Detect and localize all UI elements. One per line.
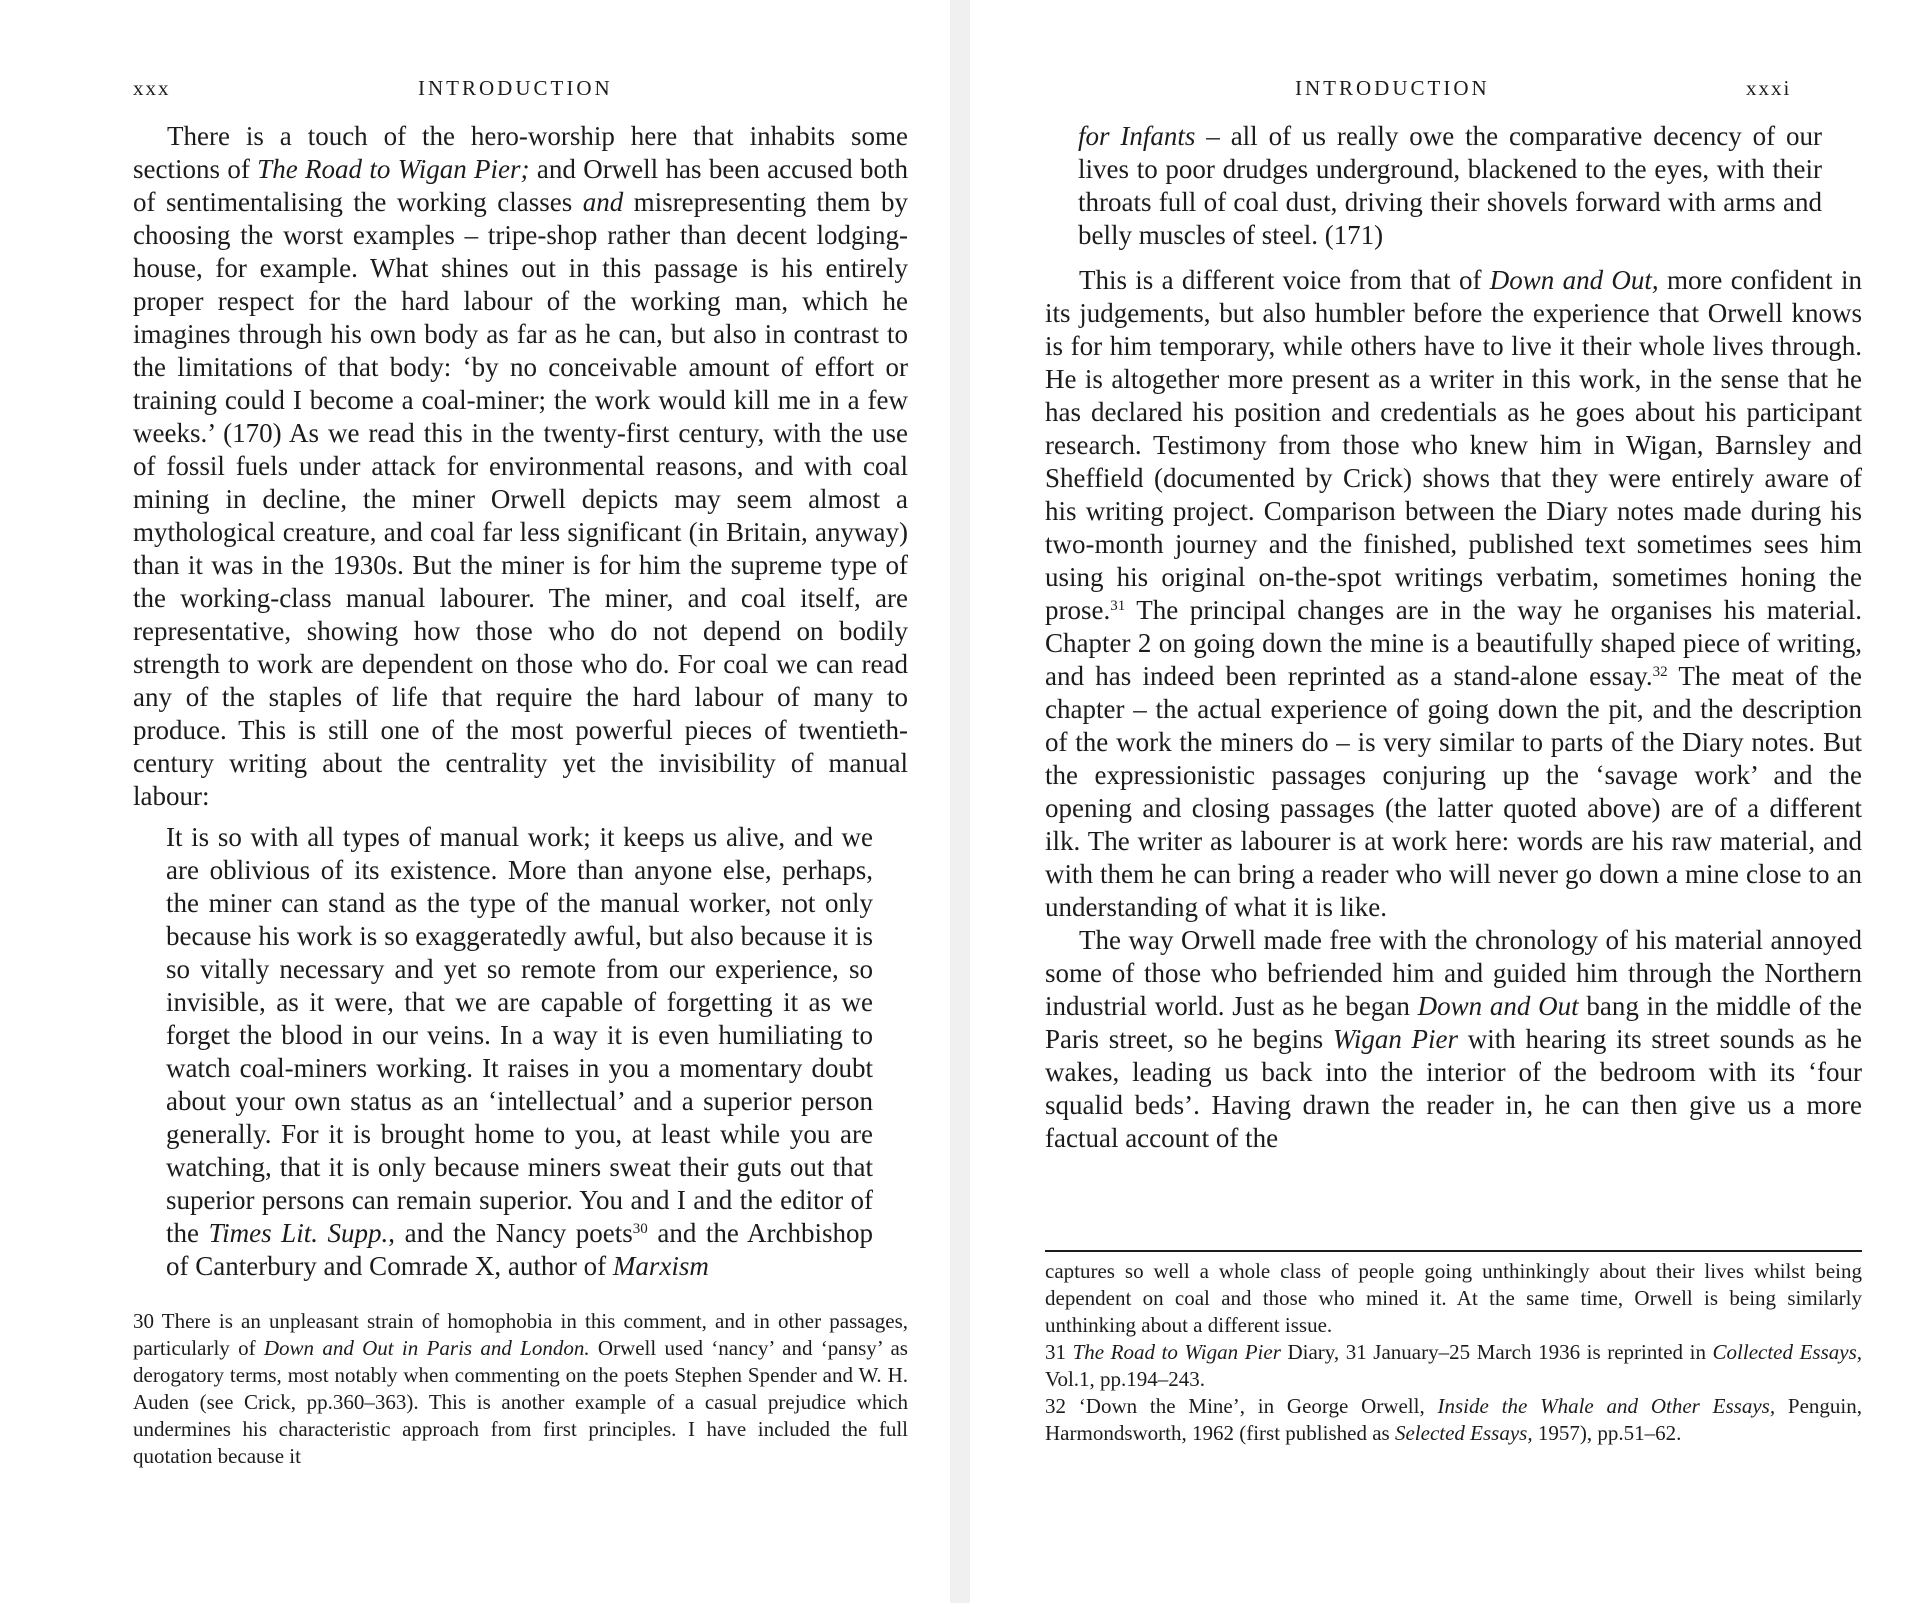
- block-quote: It is so with all types of manual work; it keeps us alive, and we are oblivious of its existence. More than anyone else, perhaps, the miner can stand as the type of the manual worker, not only because his work is so exaggeratedly awful, but also because it is so vitally necessary and yet so remote from our experience, so invisible, as it were, that we are capable of forgetting it as we forget the blood in our veins. In a way it is even humiliating to watch coal-miners working. It raises in you a momentary doubt about your own status as an ‘intellectual’ and a superior person generally. For it is brought home to you, at least while you are watching, that it is only because miners sweat their guts out that superior persons can remain superior. You and I and the editor of the Times Lit. Supp., and the Nancy poets$^{30}$ and the Archbishop of Canterbury and Comrade X, author of Marxism: [166, 822, 873, 1281]
- left-page: [0, 0, 950, 1603]
- body-paragraph: There is a touch of the hero-worship here that inhabits some sections of The Road to Wigan Pier; and Orwell has been accused both of sentimentalising the working classes and misrepresenting them by choosing the worst examples – tripe-shop rather than decent lodging-house, for example. What shines out in this passage is his entirely proper respect for the hard labour of the working man, which he imagines through his own body as far as he can, but also in contrast to the limitations of that body: ‘by no conceivable amount of effort or training could I become a coal-miner; the work would kill me in a few weeks.’ (170) As we read this in the twenty-first century, with the use of fossil fuels under attack for environmental reasons, and with coal mining in decline, the miner Orwell depicts may seem almost a mythological creature, and coal far less significant (in Britain, anyway) than it was in the 1930s. But the miner is for him the supreme type of the working-class manual labourer. The miner, and coal itself, are representative, showing how those who do not depend on bodily strength to work are dependent on those who do. For coal we can read any of the staples of life that require the hard labour of many to produce. This is still one of the most powerful pieces of twentieth-century writing about the centrality yet the invisibility of manual labour:: [133, 121, 908, 811]
- block-quote-continued: for Infants – all of us really owe the comparative decency of our lives to poor drudges underground, blackened to the eyes, with their throats full of coal dust, driving their shovels forward with arms and belly muscles of steel. (171): [1078, 121, 1822, 250]
- right-page: [970, 0, 1920, 1603]
- footnotes: [1045, 1258, 1862, 1447]
- book-gutter: [950, 0, 970, 1603]
- body-text: [133, 120, 908, 1283]
- footnote-31: 31 The Road to Wigan Pier Diary, 31 January–25 March 1936 is reprinted in Collected Essays, Vol.1, pp.194–243.: [1045, 1340, 1862, 1391]
- footnote-ref-31[interactable]: 31: [1110, 598, 1126, 614]
- body-text: [1045, 120, 1862, 1155]
- footnote-ref-32[interactable]: 32: [1652, 664, 1668, 680]
- running-head: INTRODUCTION: [1295, 76, 1490, 100]
- footnote-ref-30[interactable]: 30: [632, 1221, 648, 1237]
- footnotes: [133, 1308, 908, 1470]
- folio: xxx: [133, 76, 171, 100]
- body-paragraph: The way Orwell made free with the chronology of his material annoyed some of those who befriended him and guided him through the Northern industrial world. Just as he began Down and Out bang in the middle of the Paris street, so he begins Wigan Pier with hearing its street sounds as he wakes, leading us back into the interior of the bedroom with its ‘four squalid beds’. Having drawn the reader in, he can then give us a more factual account of the: [1045, 925, 1863, 1153]
- folio: xxxi: [1746, 76, 1792, 100]
- footnote-32: 32 ‘Down the Mine’, in George Orwell, Inside the Whale and Other Essays, Penguin, Harmondsworth, 1962 (first published as Selected Essays, 1957), pp.51–62.: [1045, 1394, 1862, 1445]
- footnote-rule: [1045, 1250, 1862, 1252]
- footnote-30: 30 There is an unpleasant strain of homophobia in this comment, and in other passages, particularly of Down and Out in Paris and London. Orwell used ‘nancy’ and ‘pansy’ as derogatory terms, most notably when commenting on the poets Stephen Spender and W. H. Auden (see Crick, pp.360–363). This is another example of a casual prejudice which undermines his characteristic approach from first principles. I have included the full quotation because it: [133, 1309, 908, 1468]
- footnote-30-continued: captures so well a whole class of people going unthinkingly about their lives whilst being dependent on coal and those who mined it. At the same time, Orwell is being similarly unthinking about a different issue.: [1045, 1259, 1862, 1337]
- running-head: INTRODUCTION: [418, 76, 613, 100]
- body-paragraph: This is a different voice from that of Down and Out, more confident in its judgements, but also humbler before the experience that Orwell knows is for him temporary, while others have to live it their whole lives through. He is altogether more present as a writer in this work, in the sense that he has declared his position and credentials as he goes about his participant research. Testimony from those who knew him in Wigan, Barnsley and Sheffield (documented by Crick) shows that they were entirely aware of his writing project. Comparison between the Diary notes made during his two-month journey and the finished, published text sometimes sees him using his original on-the-spot writings verbatim, sometimes honing the prose.$^{31}$ The principal changes are in the way he organises his material. Chapter 2 on going down the mine is a beautifully shaped piece of writing, and has indeed been reprinted as a stand-alone essay.$^{32}$ The meat of the chapter – the actual experience of going down the pit, and the description of the work the miners do – is very similar to parts of the Diary notes. But the expressionistic passages conjuring up the ‘savage work’ and the opening and closing passages (the latter quoted above) are of a different ilk. The writer as labourer is at work here: words are his raw material, and with them he can bring a reader who will never go down a mine close to an understanding of what it is like.: [1045, 265, 1863, 922]
